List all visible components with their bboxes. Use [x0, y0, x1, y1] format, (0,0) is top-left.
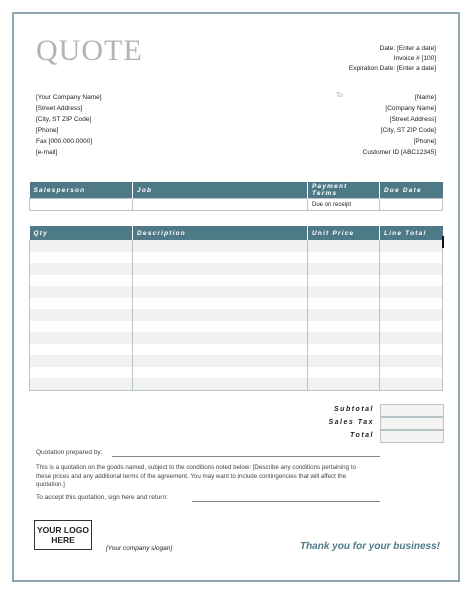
text-cursor — [442, 236, 444, 248]
sales-table — [29, 182, 443, 211]
qty-cell[interactable] — [30, 298, 133, 310]
recipient-company[interactable]: [Company Name] — [385, 105, 436, 112]
description-cell[interactable] — [133, 298, 308, 310]
job-cell[interactable] — [133, 199, 308, 211]
signature-line[interactable] — [192, 501, 380, 502]
logo-placeholder[interactable]: YOUR LOGO HERE — [34, 520, 92, 550]
recipient-city[interactable]: [City, ST ZIP Code] — [380, 127, 436, 134]
sender-fax[interactable]: Fax [000.000.0000] — [36, 138, 93, 145]
qty-cell[interactable] — [30, 275, 133, 287]
line-total-cell[interactable] — [380, 367, 443, 379]
table-row — [30, 240, 443, 252]
description-cell[interactable] — [133, 321, 308, 333]
unit-price-cell[interactable] — [308, 367, 380, 379]
customer-id[interactable]: Customer ID [ABC12345] — [362, 149, 436, 156]
unit-price-cell[interactable] — [308, 240, 380, 252]
unit-price-cell[interactable] — [308, 263, 380, 275]
invoice-number-field[interactable]: Invoice # [100] — [393, 55, 436, 62]
table-row — [30, 378, 443, 390]
line-total-cell[interactable] — [380, 332, 443, 344]
description-cell[interactable] — [133, 355, 308, 367]
header-unit-price: Unit Price — [308, 226, 380, 240]
due-date-cell[interactable] — [380, 199, 443, 211]
expiration-date-field[interactable]: Expiration Date: [Enter a date] — [348, 65, 436, 72]
description-cell[interactable] — [133, 263, 308, 275]
table-row — [30, 332, 443, 344]
sales-tax-value[interactable] — [380, 417, 444, 430]
qty-cell[interactable] — [30, 240, 133, 252]
table-row — [30, 298, 443, 310]
items-table — [29, 226, 443, 391]
header-description: Description — [133, 226, 308, 240]
qty-cell[interactable] — [30, 344, 133, 356]
unit-price-cell[interactable] — [308, 355, 380, 367]
recipient-street[interactable]: [Street Address] — [389, 116, 436, 123]
description-cell[interactable] — [133, 367, 308, 379]
table-row — [30, 344, 443, 356]
quote-meta — [349, 44, 436, 74]
line-total-cell[interactable] — [380, 286, 443, 298]
sender-city[interactable]: [City, ST ZIP Code] — [36, 116, 92, 123]
qty-cell[interactable] — [30, 355, 133, 367]
qty-cell[interactable] — [30, 309, 133, 321]
table-row — [30, 367, 443, 379]
item-rows — [30, 240, 443, 390]
header-qty: Qty — [30, 226, 133, 240]
date-field[interactable]: Date: [Enter a date] — [379, 45, 436, 52]
prepared-by-line[interactable] — [112, 456, 380, 457]
table-row — [30, 355, 443, 367]
quote-title: QUOTE — [36, 34, 143, 67]
description-cell[interactable] — [133, 252, 308, 264]
header-line-total: Line Total — [380, 226, 443, 240]
subtotal-label: Subtotal — [334, 406, 374, 413]
qty-cell[interactable] — [30, 321, 133, 333]
qty-cell[interactable] — [30, 252, 133, 264]
table-row — [30, 263, 443, 275]
line-total-cell[interactable] — [380, 321, 443, 333]
table-row — [30, 286, 443, 298]
company-slogan[interactable]: [Your company slogan] — [106, 545, 173, 552]
unit-price-cell[interactable] — [308, 321, 380, 333]
description-cell[interactable] — [133, 344, 308, 356]
line-total-cell[interactable] — [380, 378, 443, 390]
description-cell[interactable] — [133, 378, 308, 390]
unit-price-cell[interactable] — [308, 252, 380, 264]
sales-row — [30, 199, 443, 211]
header-due-date: Due Date — [380, 182, 443, 199]
header-payment-terms: Payment Terms — [308, 182, 380, 199]
sales-tax-label: Sales Tax — [328, 419, 374, 426]
qty-cell[interactable] — [30, 367, 133, 379]
thank-you-message: Thank you for your business! — [299, 541, 440, 552]
table-row — [30, 252, 443, 264]
description-cell[interactable] — [133, 286, 308, 298]
header-job: Job — [133, 182, 308, 199]
unit-price-cell[interactable] — [308, 344, 380, 356]
accept-label: To accept this quotation, sign here and return: — [36, 494, 168, 501]
payment-terms-cell[interactable]: Due on receipt — [308, 199, 380, 211]
line-total-cell[interactable] — [380, 298, 443, 310]
subtotal-value[interactable] — [380, 404, 444, 417]
table-row — [30, 275, 443, 287]
qty-cell[interactable] — [30, 378, 133, 390]
unit-price-cell[interactable] — [308, 332, 380, 344]
line-total-cell[interactable] — [380, 309, 443, 321]
sender-company[interactable]: [Your Company Name] — [36, 94, 102, 101]
line-total-cell[interactable] — [380, 275, 443, 287]
prepared-by-label: Quotation prepared by: — [36, 449, 103, 456]
line-total-cell[interactable] — [380, 240, 443, 252]
to-label: To — [336, 92, 343, 99]
unit-price-cell[interactable] — [308, 298, 380, 310]
line-total-cell[interactable] — [380, 263, 443, 275]
line-total-cell[interactable] — [380, 355, 443, 367]
table-row — [30, 309, 443, 321]
table-row — [30, 321, 443, 333]
unit-price-cell[interactable] — [308, 309, 380, 321]
description-cell[interactable] — [133, 332, 308, 344]
terms-text[interactable]: This is a quotation on the goods named, subject to the conditions noted below: [Describe any conditions pertaining to these prices and any additional terms of the agreement. You may want to include contingencies that will affect the quotation.] — [36, 464, 356, 488]
total-value[interactable] — [380, 430, 444, 443]
sender-email[interactable]: [e-mail] — [36, 149, 58, 156]
unit-price-cell[interactable] — [308, 378, 380, 390]
total-label: Total — [350, 432, 374, 439]
unit-price-cell[interactable] — [308, 286, 380, 298]
recipient-name[interactable]: [Name] — [415, 94, 436, 101]
sender-street[interactable]: [Street Address] — [36, 105, 83, 112]
sender-phone[interactable]: [Phone] — [36, 127, 59, 134]
recipient-phone[interactable]: [Phone] — [413, 138, 436, 145]
line-total-cell[interactable] — [380, 252, 443, 264]
qty-cell[interactable] — [30, 332, 133, 344]
line-total-cell[interactable] — [380, 344, 443, 356]
description-cell[interactable] — [133, 309, 308, 321]
unit-price-cell[interactable] — [308, 275, 380, 287]
description-cell[interactable] — [133, 275, 308, 287]
sender-block — [36, 92, 102, 158]
header-salesperson: Salesperson — [30, 182, 133, 199]
description-cell[interactable] — [133, 240, 308, 252]
recipient-block — [363, 92, 436, 158]
qty-cell[interactable] — [30, 286, 133, 298]
qty-cell[interactable] — [30, 263, 133, 275]
salesperson-cell[interactable] — [30, 199, 133, 211]
